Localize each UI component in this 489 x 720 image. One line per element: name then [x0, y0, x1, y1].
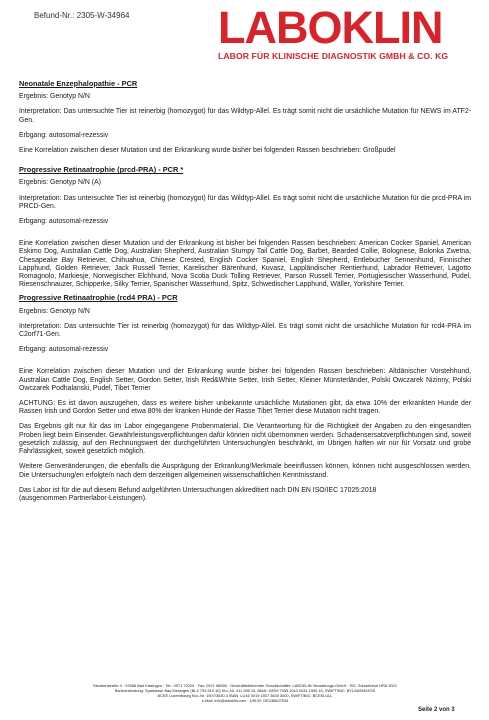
inheritance-text: Erbgang: autosomal-rezessiv — [19, 346, 109, 354]
footer-address: Steubenstraße 4 · 97688 Bad Kissingen · Tel.: 0971 72020 · Fax: 0971 68546 · Geschäftsführender Gesellschafter: LABOKLIN Verwaltungs-GmbH · RG. Schweinfurt HRA 3021 — [93, 683, 397, 688]
accreditation-note: Das Labor ist für die auf diesem Befund aufgeführten Untersuchungen akkreditiert nach DIN EN ISO/IEC 17025:2018 — [19, 486, 377, 494]
scope-note: Weitere Genveränderungen, die ebenfalls die Ausprägung der Erkrankung/Merkmale beeinflussen können, können nicht ausgeschlossen werden. Die Untersuchung/en erfolgte/n nach dem derzeitigen allgemeinen wissenschaftlichen Kenntnisstand. — [19, 463, 471, 479]
footer-bank: Bankverbindung: Sparkasse Bad Kissingen (BLZ 793 510 10) Kto.-Nr. 311 595 15, IBAN: DE09 7935 1010 0031 1595 15, SWIFT/BIC: BYLADEM1KSS — [114, 688, 376, 693]
result-text: Ergebnis: Genotyp N/N — [19, 307, 90, 315]
section-title: Neonatale Enzephalopathie - PCR — [19, 79, 138, 88]
report-body — [19, 80, 471, 503]
accreditation-exception: (ausgenommen Partnerlabor-Leistungen). — [19, 494, 147, 502]
result-text: Ergebnis: Genotyp N/N — [19, 93, 90, 101]
footer-bank-lux: BCEE Luxembourg Kto.-Nr. 1507/3630-3 IBAN: LU16 0019 1507 3630 3000, SWIFT/BIC: BCEELULL — [157, 693, 333, 698]
logo-subtitle: LABOR FÜR KLINISCHE DIAGNOSTIK GMBH & CO. KG — [218, 51, 449, 61]
correlation-text: Eine Korrelation zwischen dieser Mutation und der Erkrankung wurde bisher bei folgenden Rassen beschrieben: Großpudel — [19, 147, 396, 155]
logo-wordmark: LABOKLIN — [218, 2, 443, 53]
section-title: Progressive Retinaatrophie (rcd4 PRA) - PCR — [19, 293, 178, 303]
footer-contact: e-Mail: info@laboklin.com · USt.ID: DE238507534 — [201, 698, 289, 703]
inheritance-text: Erbgang: autosomal-rezessiv — [19, 131, 109, 139]
correlation-text: Eine Korrelation zwischen dieser Mutation und der Erkrankung ist bisher bei folgenden Rassen beschrieben: American Cocker Spaniel, American Eskimo Dog, Australian Cattle Dog, Australian Shepherd, Australian Stumpy Tail Cattle Dog, Barbet, Bearded Collie, Bolognese, Bolonka Zwetna, Chesapeake Bay Retriever, Chihuahua, Chinese Crested, English Cocker Spaniel, English Shepherd, Entlebucher Sennenhund, Finnischer Lapphund, Golden Retriever, Jack Russell Terrier, Karelischer Bärenhund, Kuvasz, Lappländischer Rentierhund, Labrador Retriever, Lagotto Romagnolo, Markiesje, Norwegischer Elchhund, Nova Scotia Duck Tolling Retriever, Parson Russell Terrier, Portugiesischer Wasserhund, Pudel, Riesenschnauzer, Schipperke, Silky Terrier, Spanischer Wasserhund, Spitz, Schwedischer Lapphund, Wäller, Yorkshire Terrier. — [19, 240, 471, 289]
laboklin-logo — [218, 2, 480, 61]
test-section-rcd4-pra — [19, 294, 471, 393]
test-section-prcd-pra — [19, 166, 471, 289]
test-section-news — [19, 80, 471, 155]
liability-note: Das Ergebnis gilt nur für das im Labor eingegangene Probenmaterial. Die Verantwortung für die Richtigkeit der Angaben zu den eingesandten Proben liegt beim Einsender. Gewährleistungsverpflichtungen dafür können nicht übernommen werden. Schadensersatzverpflichtungen sind, soweit gesetzlich zulässig, auf den Rechnungswert der durchgeführten Untersuchung/en beschränkt, im Übrigen haften wir nur für Vorsatz und grobe Fahrlässigkeit, soweit gesetzlich möglich. — [19, 423, 471, 456]
result-text: Ergebnis: Genotyp N/N (A) — [19, 179, 101, 187]
section-title: Progressive Retinaatrophie (prcd-PRA) - PCR * — [19, 165, 184, 175]
inheritance-text: Erbgang: autosomal-rezessiv — [19, 218, 109, 226]
correlation-text: Eine Korrelation zwischen dieser Mutation und der Erkrankung wurde bisher bei folgenden Rassen beschrieben: Altdänischer Vorstehhund, Australian Cattle Dog, English Setter, Gordon Setter, Irish Red&White Setter, Irish Setter, Kleiner Münsterländer, Polski Owczarek Nizinny, Polski Owczarek Podhalanski, Pudel, Tibet Terrier — [19, 368, 471, 392]
warning-note: ACHTUNG: Es ist davon auszugehen, dass es weitere bisher unbekannte ursächliche Mutationen gibt, da etwa 10% der erkrankten Hunde der Rassen Irish und Gordon Setter und etwa 80% der kranken Hunde der Rasse Tibet Terrier diese Mutation nicht tragen. — [19, 400, 471, 416]
interpretation-text: Interpretation: Das untersuchte Tier ist reinerbig (homozygot) für das Wildtyp-Allel. Es trägt somit nicht die ursächliche Mutation für die prcd-PRA im PRCD-Gen. — [19, 194, 471, 210]
befund-number: Befund-Nr.: 2305-W-34964 — [34, 11, 130, 20]
page-header — [0, 0, 489, 72]
interpretation-text: Interpretation: Das untersuchte Tier ist reinerbig (homozygot) für das Wildtyp-Allel. Es trägt somit nicht die ursächliche Mutation für rcd4-PRA im C2orf71-Gen. — [19, 322, 471, 339]
interpretation-text: Interpretation: Das untersuchte Tier ist reinerbig (homozygot) für das Wildtyp-Allel. Es trägt somit nicht die ursächliche Mutation für NEWS im ATF2-Gen. — [19, 108, 471, 124]
page-number: Seite 2 von 3 — [418, 707, 455, 713]
page-footer — [20, 683, 470, 703]
